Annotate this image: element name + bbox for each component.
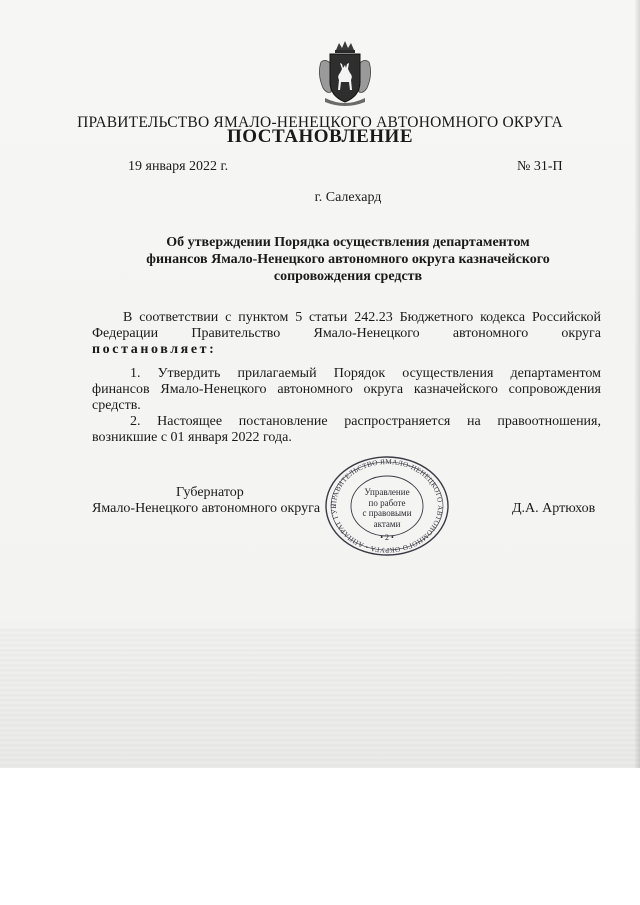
- item-line: 1. Утвердить прилагаемый Порядок осуществления департаментом: [130, 366, 601, 381]
- document-city: г. Салехард: [314, 190, 382, 205]
- signatory-region: Ямало-Ненецкого автономного округа: [92, 501, 321, 516]
- item-line: средств.: [92, 398, 141, 413]
- coat-of-arms-icon: [315, 40, 375, 110]
- item-line: финансов Ямало-Ненецкого автономного округа казначейского сопровождения: [92, 382, 601, 397]
- preamble-line: В соответствии с пунктом 5 статьи 242.23 Бюджетного кодекса Российской: [123, 310, 601, 325]
- stamp-line: Управление: [364, 487, 410, 497]
- stamp-line: с правовыми: [362, 508, 412, 518]
- document-date: 19 января 2022 г.: [128, 159, 229, 174]
- signatory-title: Губернатор: [176, 485, 244, 500]
- government-name: ПРАВИТЕЛЬСТВО ЯМАЛО-НЕНЕЦКОГО АВТОНОМНОГО ОКРУГА: [77, 114, 563, 131]
- stamp-center-text: [322, 487, 452, 544]
- official-stamp: [322, 455, 452, 557]
- stamp-line: актами: [373, 518, 401, 529]
- document-number: № 31-П: [517, 159, 563, 174]
- title-line: сопровождения средств: [273, 269, 423, 284]
- title-line: Об утверждении Порядка осуществления департаментом: [166, 235, 530, 250]
- title-line: финансов Ямало-Ненецкого автономного округа казначейского: [146, 252, 550, 267]
- stamp-ring-text: ПРАВИТЕЛЬСТВО ЯМАЛО-НЕНЕЦКОГО АВТОНОМНОГО ОКРУГА • АППАРАТ ГУБ: [329, 457, 445, 555]
- preamble-line: Федерации Правительство Ямало-Ненецкого автономного округа: [92, 326, 601, 341]
- stamp-number: • 2 •: [380, 533, 394, 542]
- resolves-keyword: постановляет:: [92, 342, 217, 357]
- item-line: 2. Настоящее постановление распространяется на правоотношения,: [130, 414, 601, 429]
- item-line: возникшие с 01 января 2022 года.: [92, 430, 292, 445]
- page-edge-shadow: [634, 0, 640, 768]
- document-title: [40, 234, 640, 285]
- stamp-line: по работе: [368, 497, 406, 508]
- signatory-name: Д.А. Артюхов: [512, 501, 596, 516]
- document-type: ПОСТАНОВЛЕНИЕ: [226, 126, 414, 147]
